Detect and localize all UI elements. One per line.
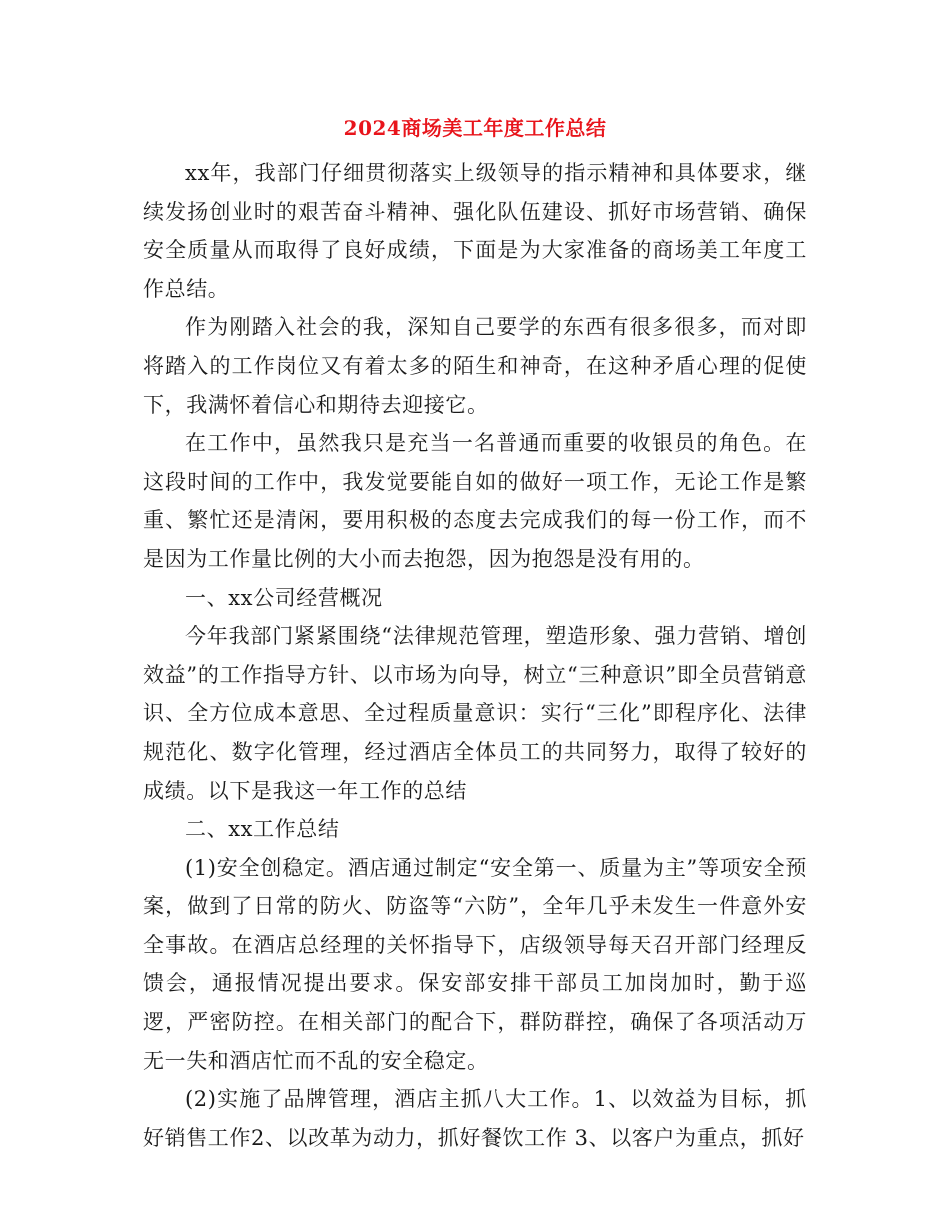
document-title: 2024商场美工年度工作总结: [343, 116, 607, 140]
section-heading-overview: 一、xx公司经营概况: [185, 585, 383, 610]
paragraph-newcomer: 作为刚踏入社会的我，深知自己要学的东西有很多很多，而对即将踏入的工作岗位又有着太多的陌生和神奇，在这种矛盾心理的促使下，我满怀着信心和期待去迎接它。: [143, 315, 807, 417]
document-body: [143, 154, 807, 1157]
paragraph-cashier-role: 在工作中，虽然我只是充当一名普通而重要的收银员的角色。在这段时间的工作中，我发觉要能自如的做好一项工作，无论工作是繁重、繁忙还是清闲，要用积极的态度去完成我们的每一份工作，而不是因为工作量比例的大小而去抱怨，因为抱怨是没有用的。: [143, 431, 807, 571]
paragraph-brand-management: (2)实施了品牌管理，酒店主抓八大工作。1、以效益为目标，抓好销售工作2、以改革为动力，抓好餐饮工作 3、以客户为重点，抓好: [143, 1087, 807, 1150]
paragraph-intro: xx年，我部门仔细贯彻落实上级领导的指示精神和具体要求，继续发扬创业时的艰苦奋斗精神、强化队伍建设、抓好市场营销、确保安全质量从而取得了良好成绩，下面是为大家准备的商场美工年度工作总结。: [143, 161, 807, 301]
paragraph-safety: (1)安全创稳定。酒店通过制定“安全第一、质量为主”等项安全预案，做到了日常的防火、防盗等“六防”，全年几乎未发生一件意外安全事故。在酒店总经理的关怀指导下，店级领导每天召开部门经理反馈会，通报情况提出要求。保安部安排干部员工加岗加时，勤于巡逻，严密防控。在相关部门的配合下，群防群控，确保了各项活动万无一失和酒店忙而不乱的安全稳定。: [143, 855, 807, 1073]
section-heading-summary: 二、xx工作总结: [185, 817, 340, 842]
paragraph-overview: 今年我部门紧紧围绕“法律规范管理，塑造形象、强力营销、增创效益”的工作指导方针、以市场为向导，树立“三种意识”即全员营销意识、全方位成本意思、全过程质量意识：实行“三化”即程序化、法律规范化、数字化管理，经过酒店全体员工的共同努力，取得了较好的成绩。以下是我这一年工作的总结: [143, 624, 807, 803]
